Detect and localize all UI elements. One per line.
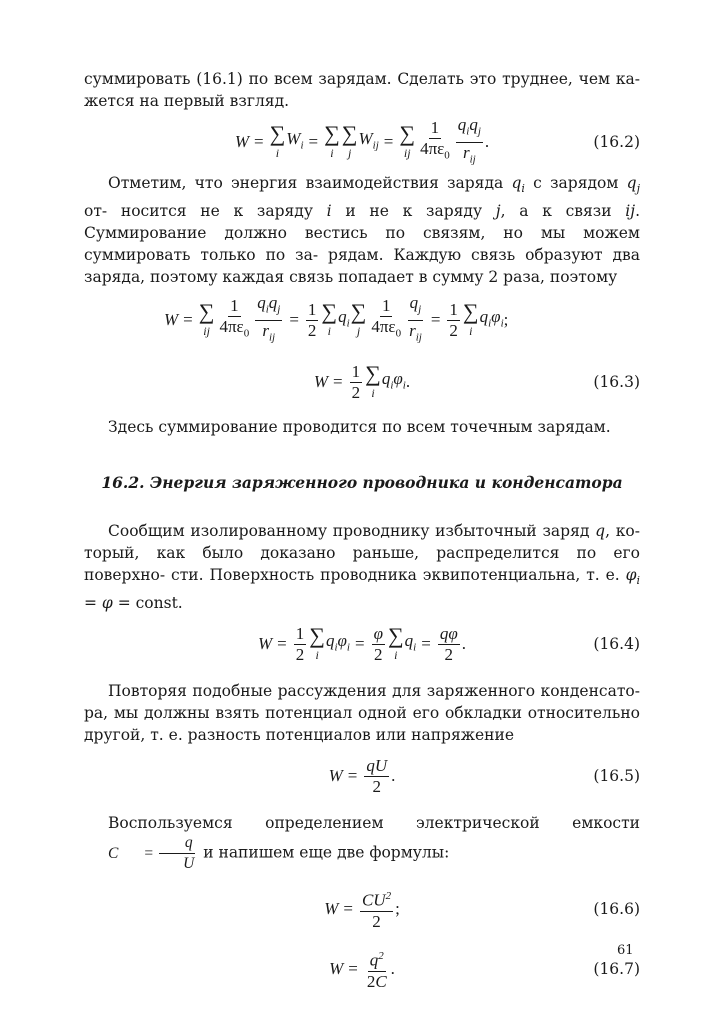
paragraph-1: суммировать (16.1) по всем зарядам. Сделать это труднее, чем ка- жется на первый взгляд. [84, 70, 640, 110]
page-number: 61 [617, 943, 634, 958]
equation-16-3: W = $\frac{1}{2}$ ∑ i $q_i\varphi_i$ . (16.3) [313, 361, 640, 402]
page-content [84, 68, 640, 999]
paragraph-5: Повторяя подобные рассуждения для заряженного конденсато- ра, мы должны взять потенциал одной его обкладки относительно другой, т. е. разность потенциалов или напряжение [84, 682, 640, 745]
equation-16-7: W = $\frac{q^2}{2C}$ . (16.7) [84, 939, 640, 999]
section-heading: 16.2. Энергия заряженного проводника и конденсатора [101, 473, 623, 493]
equation-16-6: W = $\frac{CU^2}{2}$ ; (16.6) [84, 879, 640, 939]
equation-16-5: W = $\frac{qU}{2}$ . (16.5) [328, 755, 640, 796]
paragraph-4: Сообщим изолированному проводнику избыточный заряд q, ко- торый, как было доказано раньше, распределится по его поверхно- сти. Поверхность проводника эквипотенциальна, т. е. $\varphi_i = \varphi$ = const. [84, 522, 640, 613]
equation-16-3-line-1: W = ∑ ij $\frac{1}{4\pi\varepsilon_0}$ $\frac{q_iq_j}{r_{ij}}$ = $\frac{1}{2}$ ∑ i $q_i$ ∑ j $\frac{1}{4\pi\varepsilon_0}$ $\frac{q_j}{r_{ij}}$ = $\frac{1}{2}$ ∑ i $q_i\varphi_i$ ; [164, 293, 509, 343]
equation-number: (16.4) [593, 635, 640, 654]
paragraph-3: Здесь суммирование проводится по всем точечным зарядам. [108, 418, 611, 437]
equation-number: (16.2) [593, 133, 640, 151]
equation-number: (16.5) [593, 767, 640, 786]
equation-number: (16.7) [593, 960, 640, 979]
paragraph-6: Воспользуемся определением электрической емкости C = $\frac{q}{U}$ и напишем еще две формулы: [108, 814, 640, 873]
paragraph-2: Отметим, что энергия взаимодействия заряда $q_i$ с зарядом $q_j$ от- носится не к заряду i и не к заряду j, а к связи ij. Суммирование должно вестись по связям, но мы можем суммировать только по за- рядам. Каждую связь образуют два заряда, поэтому каждая связь попадает в сумму 2 раза, поэтому [84, 174, 640, 287]
equation-number: (16.3) [593, 373, 640, 392]
equation-16-4: W = $\frac{1}{2}$ ∑ i $q_i\varphi_i$ = $\frac{\varphi}{2}$ ∑ i $q_i$ = $\frac{q\varphi}{2}$ . (16.4) [258, 623, 640, 664]
equation-16-2: W = ∑ i $W_i$ = ∑ i ∑ j $W_{ij}$ = ∑ ij $\frac{1}{4\pi\varepsilon_0}$ $\frac{q_iq_j}{r_{ij}}$ . (16.2) [234, 115, 640, 165]
equation-number: (16.6) [593, 900, 640, 919]
